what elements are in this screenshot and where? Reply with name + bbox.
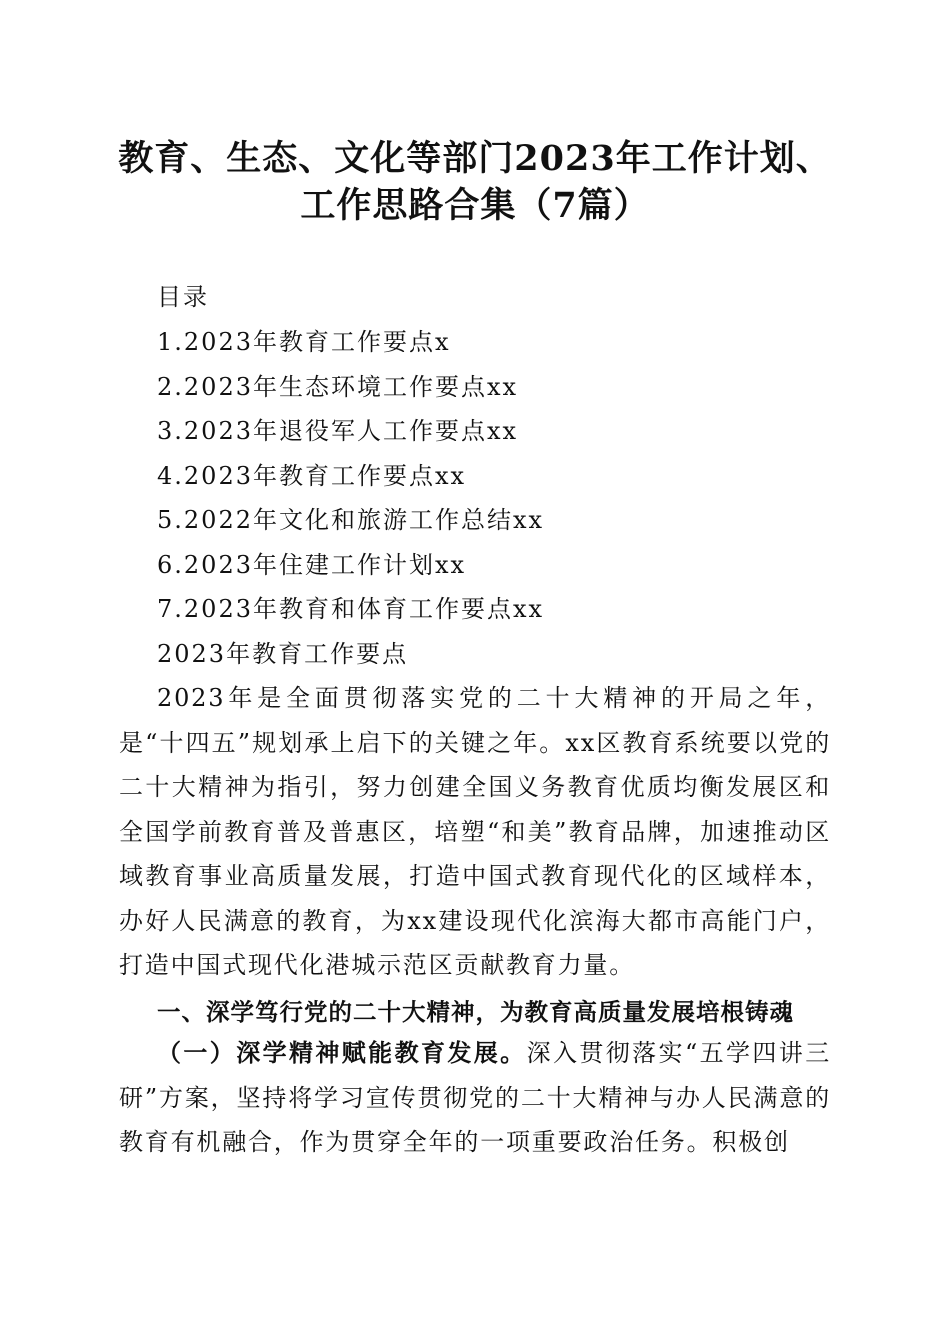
toc-item-3: 3.2023年退役军人工作要点xx — [157, 417, 519, 445]
toc-label: 目录 — [157, 283, 209, 311]
sub-heading-paragraph — [119, 1031, 831, 1165]
toc-item-2: 2.2023年生态环境工作要点xx — [157, 373, 519, 401]
toc-item-6: 6.2023年住建工作计划xx — [157, 551, 467, 579]
document-title-line-1: 教育、生态、文化等部门2023年工作计划、 — [118, 138, 832, 179]
document-title-line-2: 工作思路合集（7篇） — [300, 185, 650, 226]
toc-item-4: 4.2023年教育工作要点xx — [157, 462, 467, 490]
sub-heading-body: 深入贯彻落实“五学四讲三研”方案，坚持将学习宣传贯彻党的二十大精神与办人民满意的教育有机融合，作为贯穿全年的一项重要政治任务。积极创 — [119, 1039, 831, 1156]
heading-1: 一、深学笃行党的二十大精神，为教育高质量发展培根铸魂 — [157, 998, 794, 1026]
intro-paragraph: 2023年是全面贯彻落实党的二十大精神的开局之年，是“十四五”规划承上启下的关键之年。xx区教育系统要以党的二十大精神为指引，努力创建全国义务教育优质均衡发展区和全国学前教育普及普惠区，培塑“和美”教育品牌，加速推动区域教育事业高质量发展，打造中国式教育现代化的区域样本，办好人民满意的教育，为xx建设现代化滨海大都市高能门户，打造中国式现代化港城示范区贡献教育力量。 — [119, 684, 831, 979]
toc-item-1: 1.2023年教育工作要点x — [157, 328, 451, 356]
section-title: 2023年教育工作要点 — [157, 640, 409, 668]
toc-item-7: 7.2023年教育和体育工作要点xx — [157, 595, 545, 623]
toc-item-5: 5.2022年文化和旅游工作总结xx — [157, 506, 545, 534]
sub-heading-lead: （一）深学精神赋能教育发展。 — [157, 1039, 527, 1067]
